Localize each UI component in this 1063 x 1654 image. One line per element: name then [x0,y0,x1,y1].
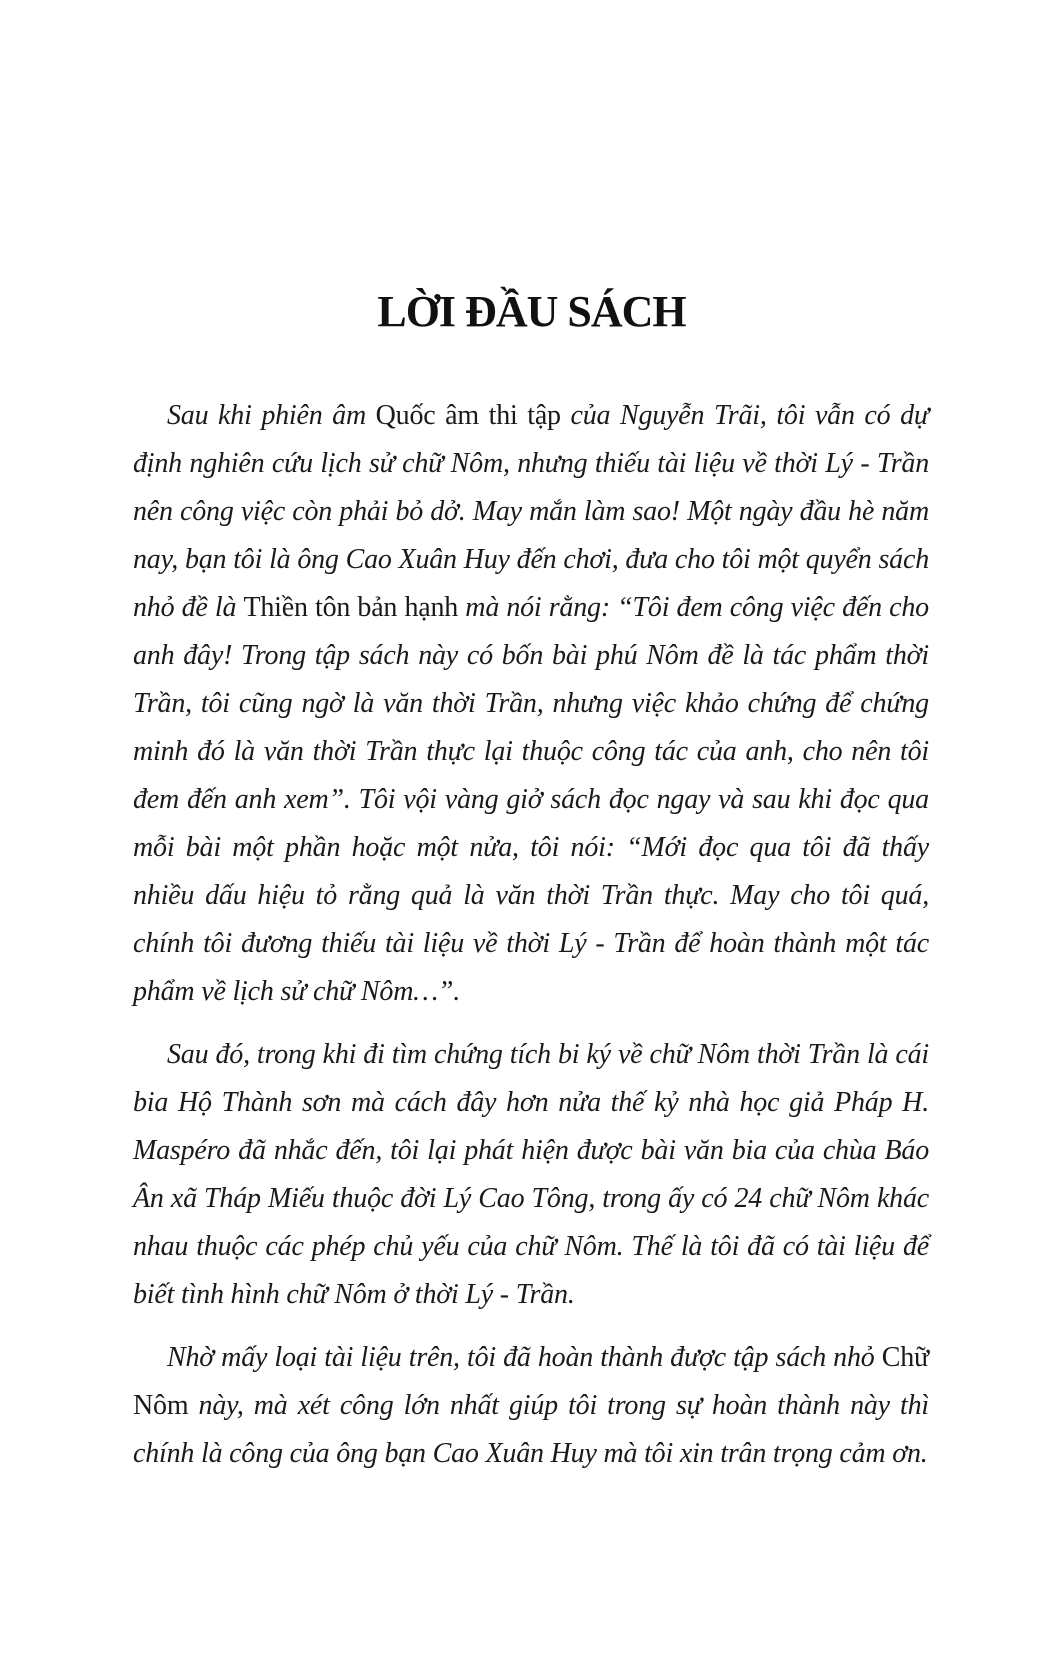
paragraph [133,1334,929,1478]
paragraph [133,392,929,1016]
paragraph [133,1031,929,1319]
text-run: Nhờ mấy loại tài liệu trên, tôi đã hoàn thành được tập sách nhỏ [167,1342,882,1373]
book-title-run: Quốc âm thi tập [375,400,561,431]
text-run: Sau đó, trong khi đi tìm chứng tích bi ký về chữ Nôm thời Trần là cái bia Hộ Thành sơn mà cách đây hơn nửa thế kỷ nhà học giả Pháp H. Maspéro đã nhắc đến, tôi lại phát hiện được bài văn bia của chùa Báo Ân xã Tháp Miếu thuộc đời Lý Cao Tông, trong ấy có 24 chữ Nôm khác nhau thuộc các phép chủ yếu của chữ Nôm. Thế là tôi đã có tài liệu để biết tình hình chữ Nôm ở thời Lý - Trần. [133,1039,929,1310]
text-run: của Nguyễn Trãi, tôi vẫn có dự định nghiên cứu lịch sử chữ Nôm, nhưng thiếu tài liệu về thời Lý - Trần nên công việc còn phải bỏ dở. May mắn làm sao! Một ngày đầu hè năm nay, bạn tôi là ông Cao Xuân Huy đến chơi, đưa cho tôi một quyển sách nhỏ đề là [133,400,929,623]
page-title: LỜI ĐẦU SÁCH [377,287,686,336]
book-title-run: Thiền tôn bản hạnh [243,592,459,623]
text-run: Sau khi phiên âm [167,400,376,431]
text-run: mà nói rằng: “Tôi đem công việc đến cho anh đây! Trong tập sách này có bốn bài phú Nôm đề là tác phẩm thời Trần, tôi cũng ngờ là văn thời Trần, nhưng việc khảo chứng để chứng minh đó là văn thời Trần thực lại thuộc công tác của anh, cho nên tôi đem đến anh xem”. Tôi vội vàng giở sách đọc ngay và sau khi đọc qua mỗi bài một phần hoặc một nửa, tôi nói: “Mới đọc qua tôi đã thấy nhiều dấu hiệu tỏ rằng quả là văn thời Trần thực. May cho tôi quá, chính tôi đương thiếu tài liệu về thời Lý - Trần để hoàn thành một tác phẩm về lịch sử chữ Nôm…”. [133,592,929,1007]
page-body [133,392,929,1493]
text-run: này, mà xét công lớn nhất giúp tôi trong sự hoàn thành này thì chính là công của ông bạn Cao Xuân Huy mà tôi xin trân trọng cảm ơn. [133,1390,929,1469]
book-title-run: Chữ Nôm [133,1342,929,1421]
